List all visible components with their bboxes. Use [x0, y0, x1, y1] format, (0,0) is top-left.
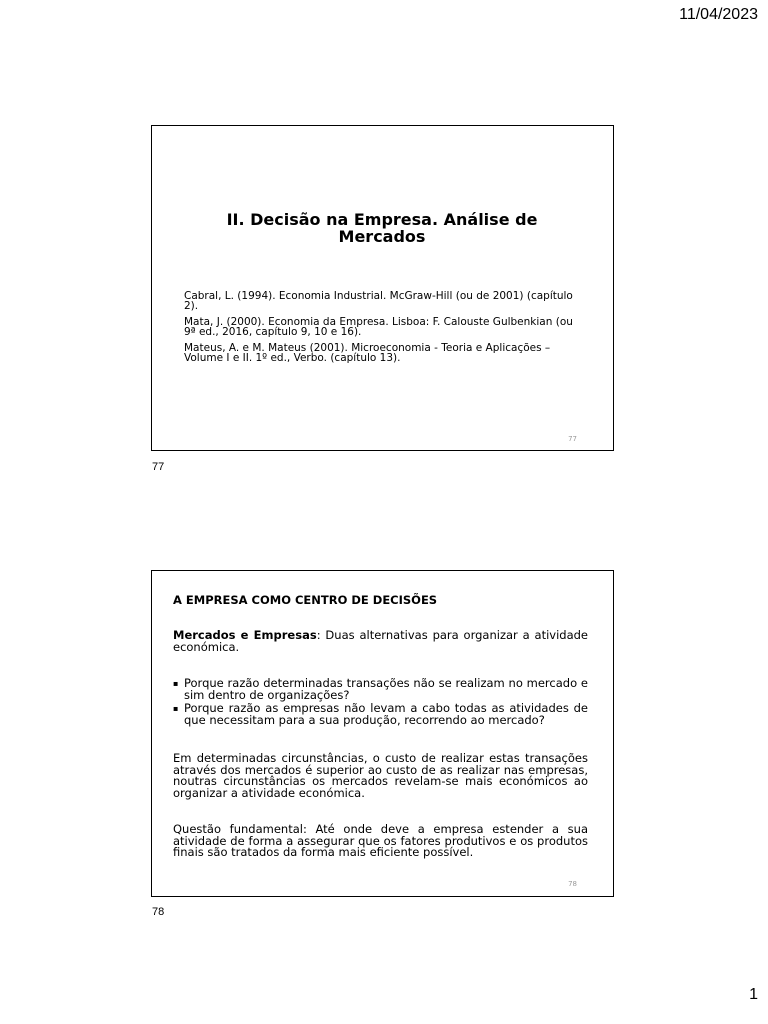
- slide-heading: A EMPRESA COMO CENTRO DE DECISÕES: [173, 593, 438, 607]
- slide-77: [151, 125, 614, 451]
- slide-number: 77: [568, 435, 577, 443]
- page-number: 1: [749, 986, 758, 1003]
- intro-bold: Mercados e Empresas: [173, 628, 317, 642]
- reference-list: [184, 291, 574, 369]
- slide-number: 78: [568, 880, 577, 888]
- body-paragraph: Em determinadas circunstâncias, o custo de realizar estas transações através dos mercados é superior ao custo de as realizar nas empresas, noutras circunstâncias os mercados revelam-se mais económicos ao organizar a atividade económica.: [173, 751, 588, 800]
- intro-paragraph: [173, 630, 588, 653]
- body-paragraph: Questão fundamental: Até onde deve a empresa estender a sua atividade de forma a assegurar que os fatores produtivos e os produtos finais são tratados da forma mais eficiente possível.: [173, 822, 588, 859]
- slide-caption: 78: [152, 906, 165, 918]
- reference-item: Cabral, L. (1994). Economia Industrial. McGraw-Hill (ou de 2001) (capítulo 2).: [184, 290, 573, 312]
- slide-title: II. Decisão na Empresa. Análise de Mercados: [226, 210, 538, 246]
- intro-text: : Duas alternativas para organizar a atividade económica.: [173, 628, 588, 654]
- bullet-icon: ▪: [173, 679, 179, 688]
- bullet-icon: ▪: [173, 704, 179, 713]
- bullet-list: [173, 678, 588, 728]
- list-item: [173, 678, 588, 701]
- header-date: 11/04/2023: [679, 6, 758, 23]
- reference-item: Mata, J. (2000). Economia da Empresa. Lisboa: F. Calouste Gulbenkian (ou 9ª ed., 2016, capítulo 9, 10 e 16).: [184, 316, 573, 338]
- slide-caption: 77: [152, 461, 165, 473]
- list-item-text: Porque razão as empresas não levam a cabo todas as atividades de que necessitam para a sua produção, recorrendo ao mercado?: [184, 701, 588, 727]
- list-item: [173, 703, 588, 726]
- slide-78: [151, 570, 614, 897]
- reference-item: Mateus, A. e M. Mateus (2001). Microeconomia - Teoria e Aplicações – Volume I e II. 1º ed., Verbo. (capítulo 13).: [184, 342, 551, 364]
- list-item-text: Porque razão determinadas transações não se realizam no mercado e sim dentro de organizações?: [184, 676, 588, 702]
